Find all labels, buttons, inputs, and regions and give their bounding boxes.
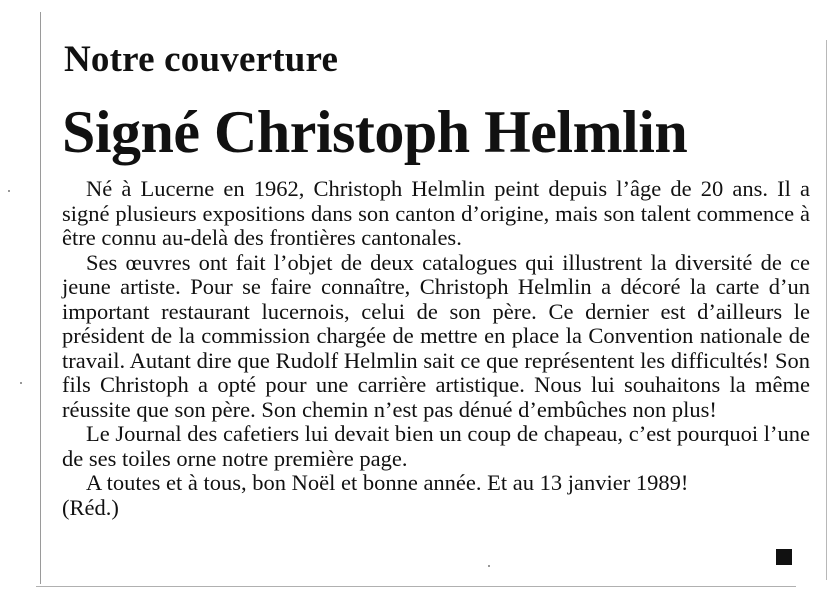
print-speck — [20, 382, 22, 384]
article-headline: Signé Christoph Helmlin — [62, 99, 688, 165]
right-column-rule — [826, 40, 827, 580]
article-body — [62, 177, 810, 520]
editorial-signoff: (Réd.) — [62, 494, 119, 520]
article-paragraph: Le Journal des cafetiers lui devait bien un coup de chapeau, c’est pourquoi l’une de ses toiles orne notre première page. — [62, 421, 810, 471]
article-paragraph: A toutes et à tous, bon Noël et bonne année. Et au 13 janvier 1989! — [86, 470, 689, 495]
article-paragraph: Ses œuvres ont fait l’objet de deux catalogues qui illustrent la diversité de ce jeune artiste. Pour se faire connaître, Christoph Helmlin a décoré la carte d’un important restaurant lucernois, celui de son père. Ce dernier est d’ailleurs le président de la commission chargée de mettre en place la Convention nationale de travail. Autant dire que Rudolf Helmlin sait ce que représentent les difficultés! Son fils Christoph a opté pour une carrière artistique. Nous lui souhaitons la même réussite que son père. Son chemin n’est pas dénué d’embûches non plus! — [62, 249, 810, 422]
section-kicker: Notre couverture — [64, 39, 339, 80]
bottom-rule — [36, 586, 796, 587]
article-paragraph: Né à Lucerne en 1962, Christoph Helmlin peint depuis l’âge de 20 ans. Il a signé plusieurs expositions dans son canton d’origine, mais son talent commence à être connu au-delà des frontières cantonales. — [62, 176, 810, 250]
end-of-article-mark — [776, 549, 792, 565]
print-speck — [8, 190, 10, 192]
print-speck — [488, 565, 490, 567]
left-column-rule — [40, 12, 41, 584]
